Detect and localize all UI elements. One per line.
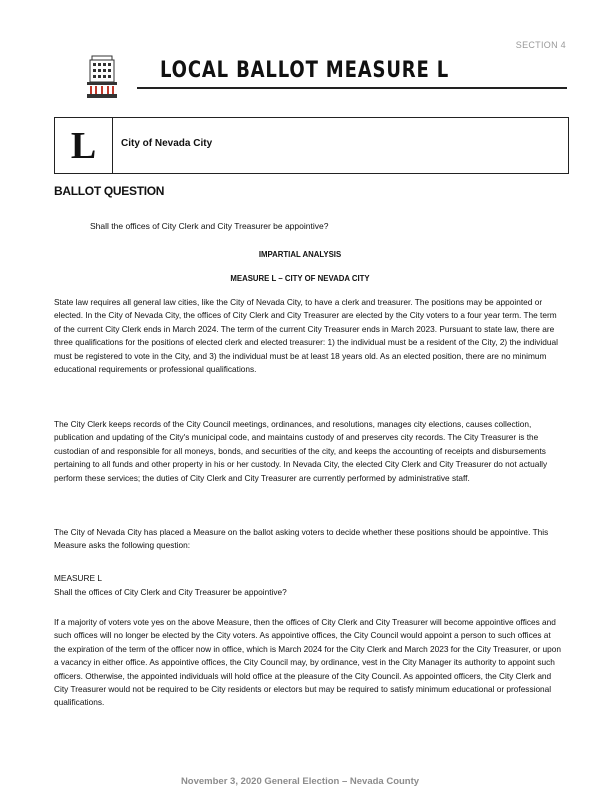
measure-city: City of Nevada City — [121, 138, 213, 149]
measure-question: Shall the offices of City Clerk and City Treasurer be appointive? — [54, 587, 287, 597]
measure-box — [54, 117, 569, 174]
paragraph-majority-vote: If a majority of voters vote yes on the above Measure, then the offices of City Clerk and City Treasurer will become appointive offices and such offices will no longer be elected by the City voters. As appointive offices, the City Council would appoint a person to such offices at the expiration of the term of the officer now in office, which is March 2024 for the City Clerk and March 2023 for the City Treasurer, or upon a vacancy in either office. As appointive offices, the City Council may, by ordinance, vest in the City Manager its authority to appoint such officers. Otherwise, the appointed individuals will hold office at the pleasure of the City Council. As appointed officers, the City Clerk and City Treasurer would not be required to be City residents or electors but may be required to satisfy minimum educational or professional qualifications. — [54, 617, 561, 708]
paragraph-state-law: State law requires all general law cities, like the City of Nevada City, to have a clerk and treasurer. The positions may be appointed or elected. In the City of Nevada City, the offices of City Clerk and City Treasurer are elected by the City voters to a four year term. The term of the current City Clerk ends in March 2024. The term of the current City Treasurer ends in March 2023. Pursuant to state law, there are three qualifications for the positions of elected clerk and elected treasurer: 1) the individual must be a resident of the City, 2) the individual must be registered to vote in the City, and 3) the individual must be at least 18 years old. As an elected position, there are no minimum educational requirements or professional qualifications. — [54, 297, 558, 375]
impartial-analysis-heading: IMPARTIAL ANALYSIS — [258, 250, 342, 259]
page-footer: November 3, 2020 General Election – Nevada County — [180, 776, 420, 787]
measure-subheading: MEASURE L – CITY OF NEVADA CITY — [230, 274, 370, 283]
page-title: LOCAL BALLOT MEASURE L — [160, 58, 450, 83]
ballot-question-text: Shall the offices of City Clerk and City Treasurer be appointive? — [90, 221, 329, 231]
ballot-question-heading: BALLOT QUESTION — [54, 184, 165, 198]
paragraph-placed-measure: The City of Nevada City has placed a Measure on the ballot asking voters to decide whether these positions should be appointive. This Measure asks the following question: — [54, 527, 549, 551]
measure-label: MEASURE L — [54, 573, 102, 583]
section-label: SECTION 4 — [515, 40, 566, 50]
measure-letter: L — [55, 118, 113, 173]
paragraph-duties: The City Clerk keeps records of the City Council meetings, ordinances, and resolutions, manages city elections, causes collection, publication and updating of the City's municipal code, and maintains custody of and preserves city records. The City Treasurer is the custodian of and responsible for all moneys, bonds, and securities of the city, and keeps the accounting of receipts and disbursements pertaining to all funds and other property in his or her custody. In Nevada City, the elected City Clerk and City Treasurer do not actually perform these services; the duties of City Clerk and City Treasurer are currently performed by administrative staff. — [54, 419, 548, 483]
title-rule — [137, 87, 567, 89]
city-hall-icon — [86, 54, 118, 100]
